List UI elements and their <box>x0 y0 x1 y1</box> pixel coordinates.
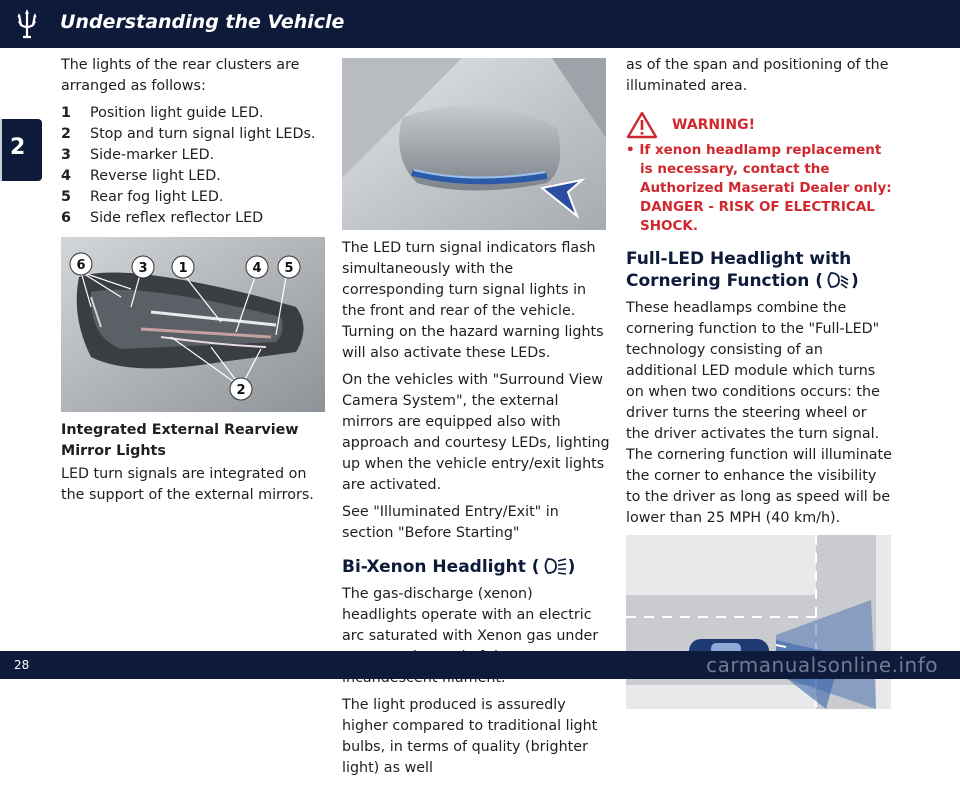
item-number: 6 <box>61 210 71 226</box>
rear-cluster-intro: The lights of the rear clusters are arranged as follows: <box>61 57 300 94</box>
section-title: Understanding the Vehicle <box>60 11 345 33</box>
rear-light-cluster-figure <box>61 237 325 412</box>
mirror-lights-text: LED turn signals are integrated on the support of the external mirrors. <box>61 466 314 503</box>
headlight-icon <box>542 557 568 575</box>
heading-close: ) <box>567 557 576 577</box>
full-led-description: These headlamps combine the cornering function to the "Full-LED" technology consisting of an additional LED module which turns on when two conditions occurs: the driver turns the steering wheel or the driver activates the turn signal. The cornering function will illuminate the corner to enhance the visibility to the driver as long as speed will be lower than 25 MPH (40 km/h). <box>626 300 892 526</box>
item-number: 3 <box>61 147 71 163</box>
heading-line-1: Full-LED Headlight with <box>626 249 852 269</box>
warning-text: • If xenon headlamp replacement is necessary, contact the Authorized Maserati Dealer only: DANGER - RISK OF ELECTRICAL SHOCK. <box>626 142 892 234</box>
page-header <box>0 0 960 48</box>
warning-triangle-icon <box>626 111 658 139</box>
rear-lights-list <box>61 103 329 229</box>
list-item <box>61 187 329 208</box>
full-led-heading <box>626 248 894 292</box>
watermark: carmanualsonline.info <box>706 653 938 677</box>
mirror-lights-subheading: Integrated External Rearview Mirror Lights <box>61 422 299 459</box>
item-text: Side reflex reflector LED <box>90 210 264 226</box>
heading-close: ) <box>851 271 859 291</box>
item-number: 1 <box>61 105 71 121</box>
item-text: Reverse light LED. <box>90 168 221 184</box>
heading-text: Bi-Xenon Headlight ( <box>342 557 540 577</box>
list-item <box>61 103 329 124</box>
page-footer <box>0 651 960 679</box>
column-right <box>626 55 894 717</box>
item-number: 2 <box>61 126 71 142</box>
chapter-number: 2 <box>10 135 26 160</box>
list-item <box>61 145 329 166</box>
turn-signal-paragraph: The LED turn signal indicators flash simultaneously with the corresponding turn signal lights in the front and rear of the vehicle. Turning on the hazard warning lights will also activate these LEDs. <box>342 240 604 361</box>
item-text: Side-marker LED. <box>90 147 215 163</box>
callout-label: 3 <box>138 261 148 276</box>
warning-body: If xenon headlamp replacement is necessary, contact the Authorized Maserati Dealer only: DANGER - RISK OF ELECTRICAL SHOCK. <box>639 142 892 234</box>
item-text: Position light guide LED. <box>90 105 264 121</box>
xenon-description: The gas-discharge (xenon) headlights operate with an electric arc saturated with Xenon gas under <box>342 586 599 644</box>
item-number: 4 <box>61 168 71 184</box>
xenon-light-quality: The light produced is assuredly higher compared to traditional light bulbs, in terms of quality (brighter light) as well <box>342 697 598 776</box>
list-item <box>61 166 329 187</box>
column-left <box>61 55 329 512</box>
continuation-paragraph: as of the span and positioning of the illuminated area. <box>626 57 889 94</box>
page-number: 28 <box>14 658 30 672</box>
bi-xenon-heading <box>342 556 610 578</box>
callout-label: 4 <box>252 261 262 276</box>
cornering-light-icon <box>825 271 851 289</box>
warning-title: WARNING! <box>672 116 755 133</box>
trident-logo-icon <box>10 7 44 41</box>
surround-view-paragraph: On the vehicles with "Surround View Camera System", the external mirrors are equipped also with approach and courtesy LEDs, lighting up when the vehicle entry/exit lights are activated. <box>342 372 610 493</box>
cornering-function-figure <box>626 535 891 709</box>
callout-label: 5 <box>284 261 294 276</box>
item-number: 5 <box>61 189 71 205</box>
mirror-turn-signal-figure <box>342 58 606 230</box>
warning-heading <box>626 111 894 139</box>
reference-paragraph: See "Illuminated Entry/Exit" in section "Before Starting" <box>342 504 559 541</box>
heading-line-2: Cornering Function ( <box>626 271 824 291</box>
chapter-tab <box>0 119 42 181</box>
item-text: Rear fog light LED. <box>90 189 224 205</box>
list-item <box>61 208 329 229</box>
callout-label: 1 <box>178 261 188 276</box>
list-item <box>61 124 329 145</box>
callout-label: 2 <box>236 383 246 398</box>
callout-label: 6 <box>76 258 86 273</box>
item-text: Stop and turn signal light LEDs. <box>90 126 316 142</box>
